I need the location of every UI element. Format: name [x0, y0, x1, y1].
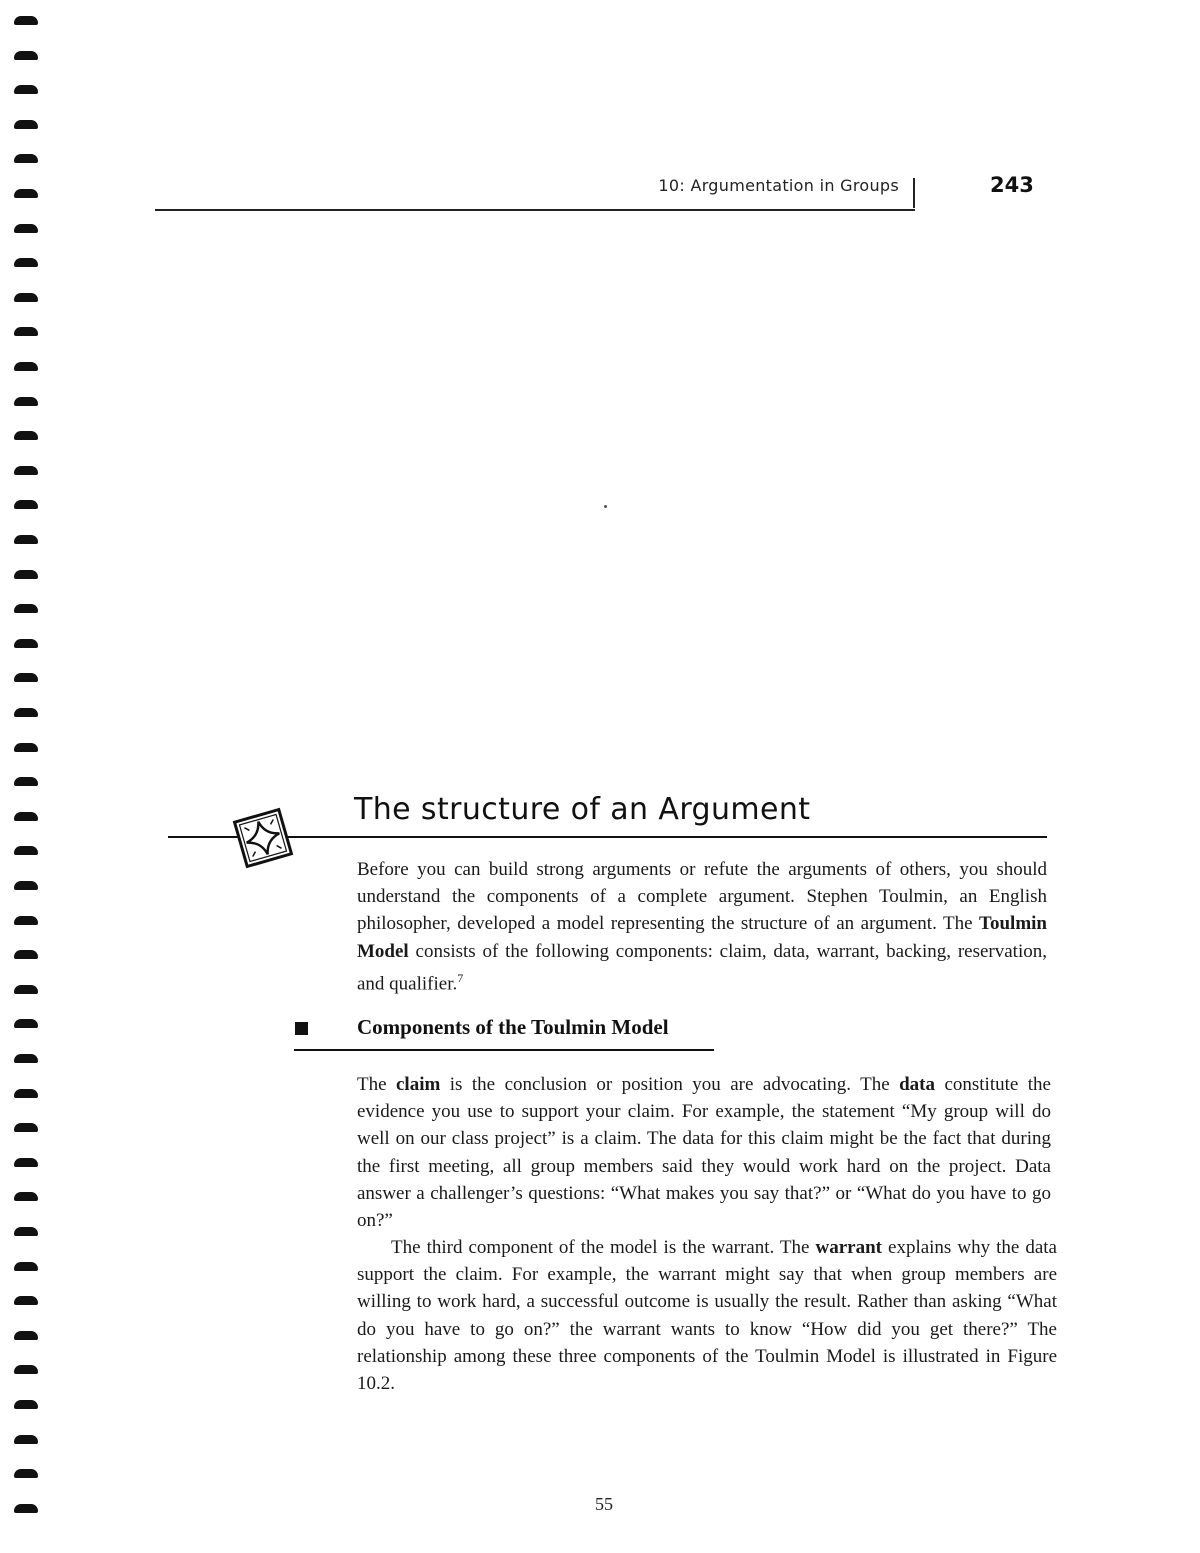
subsection-title: Components of the Toulmin Model [357, 1015, 669, 1039]
binding-hole [14, 950, 38, 959]
binding-hole [14, 1331, 38, 1340]
section-title: The structure of an Argument [354, 792, 811, 827]
binding-hole [14, 362, 38, 371]
footnote-ref: 7 [457, 970, 464, 985]
binding-hole [14, 985, 38, 994]
binding-hole [14, 743, 38, 752]
binding-hole [14, 1089, 38, 1098]
diamond-star-icon [228, 803, 298, 873]
intro-text-2: consists of the following components: claim, data, warrant, backing, reservation, and qualifier. [357, 940, 1047, 995]
binding-hole [14, 51, 38, 60]
binding-hole [14, 1469, 38, 1478]
binding-hole [14, 16, 38, 25]
data-term: data [899, 1074, 935, 1095]
binding-hole [14, 639, 38, 648]
binding-hole [14, 604, 38, 613]
warrant-text-2: explains why the data support the claim. For example, the warrant might say that when group members are willing to work hard, a successful outcome is usually the result. Rather than asking “What do you have to go on?” the warrant wants to know “How did you get there?” The relationship among these three components of the Toulmin Model is illustrated in Figure 10.2. [357, 1237, 1057, 1395]
binding-hole [14, 1158, 38, 1167]
binding-hole [14, 1019, 38, 1028]
binding-hole [14, 1123, 38, 1132]
claim-paragraph [357, 1071, 1051, 1234]
binding-hole [14, 397, 38, 406]
binding-hole [14, 431, 38, 440]
binding-hole [14, 777, 38, 786]
binding-hole [14, 258, 38, 267]
page-number: 243 [990, 173, 1034, 197]
running-head-title: 10: Argumentation in Groups [658, 176, 899, 195]
binding-hole [14, 1192, 38, 1201]
square-bullet-icon [295, 1022, 308, 1035]
section-rule [168, 836, 1047, 838]
subsection-rule [294, 1049, 714, 1051]
binding-hole [14, 812, 38, 821]
claim-term: claim [396, 1074, 441, 1095]
binding-hole [14, 708, 38, 717]
binding-hole [14, 85, 38, 94]
binding-hole [14, 1504, 38, 1513]
warrant-term: warrant [815, 1237, 882, 1258]
binding-hole [14, 1400, 38, 1409]
intro-paragraph [357, 856, 1047, 997]
binding-hole [14, 916, 38, 925]
binding-hole [14, 1227, 38, 1236]
warrant-text-1: The third component of the model is the warrant. The [391, 1237, 816, 1258]
toulmin-model-term: Toulmin Model [357, 913, 1047, 962]
binding-hole [14, 1296, 38, 1305]
binding-hole [14, 570, 38, 579]
running-head-tick [913, 178, 915, 208]
binding-hole [14, 1262, 38, 1271]
claim-text-3: constitute the evidence you use to support your claim. For example, the statement “My group will do well on our class project” is a claim. The data for this claim might be the fact that during the first meeting, all group members said they would work hard on the project. Data answer a challenger’s questions: “What makes you say that?” or “What do you have to go on?” [357, 1074, 1051, 1232]
binding-hole [14, 673, 38, 682]
folio-number: 55 [595, 1494, 613, 1514]
binding-hole [14, 1435, 38, 1444]
spiral-binding [14, 0, 40, 1553]
binding-hole [14, 1365, 38, 1374]
binding-hole [14, 535, 38, 544]
claim-text-2: is the conclusion or position you are advocating. The [440, 1074, 900, 1095]
binding-hole [14, 120, 38, 129]
warrant-paragraph [357, 1234, 1057, 1397]
intro-text-1: Before you can build strong arguments or refute the arguments of others, you should understand the components of a complete argument. Stephen Toulmin, an English philosopher, developed a model representing the structure of an argument. The [357, 859, 1047, 935]
binding-hole [14, 293, 38, 302]
binding-hole [14, 189, 38, 198]
binding-hole [14, 881, 38, 890]
running-head [155, 174, 915, 211]
claim-text-1: The [357, 1074, 396, 1095]
scan-speck [604, 505, 607, 508]
binding-hole [14, 154, 38, 163]
binding-hole [14, 1054, 38, 1063]
binding-hole [14, 224, 38, 233]
binding-hole [14, 846, 38, 855]
binding-hole [14, 500, 38, 509]
binding-hole [14, 327, 38, 336]
binding-hole [14, 466, 38, 475]
